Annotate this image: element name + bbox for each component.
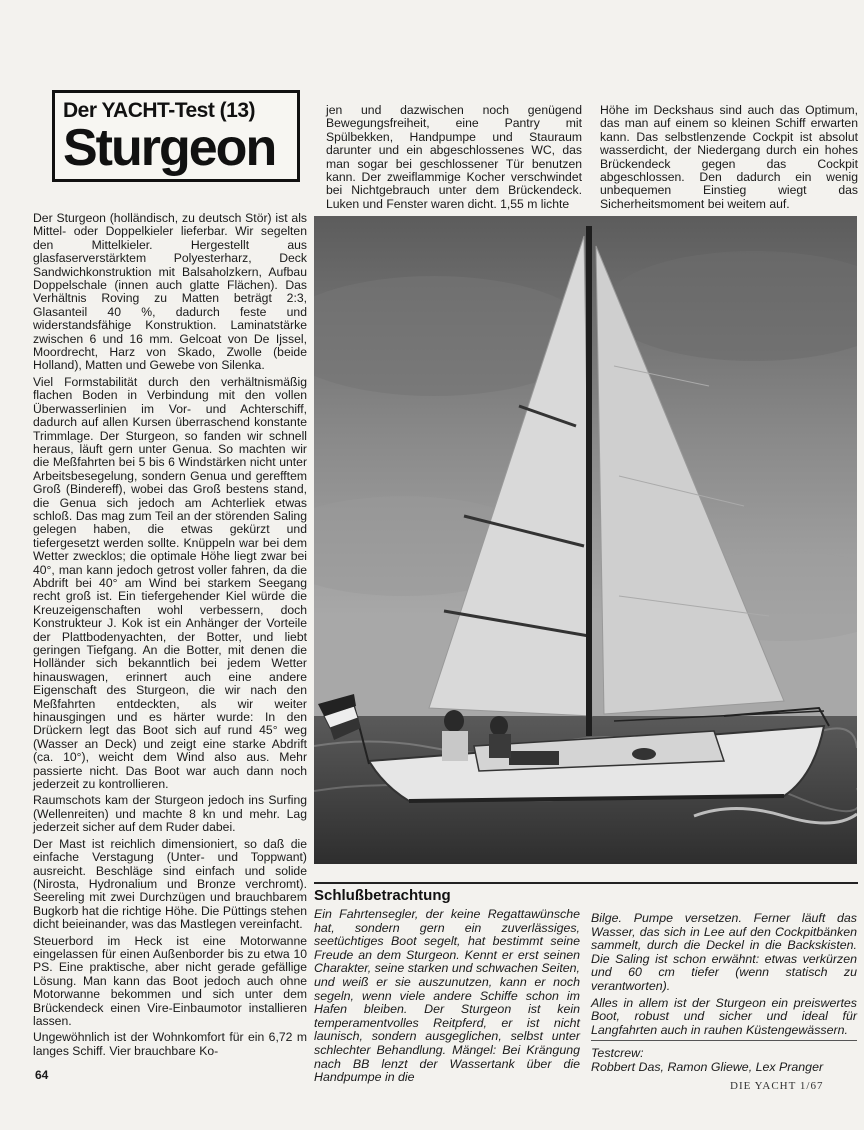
paragraph: Raumschots kam der Sturgeon jedoch ins Surfing (Wellenreiten) und machte 8 kn und mehr. Lag jederzeit sicher auf dem Ruder dabei. — [33, 793, 307, 835]
page-number: 64 — [35, 1068, 49, 1082]
paragraph: Höhe im Deckshaus sind auch das Optimum, das man auf einem so kleinen Schiff erwarten kann. Das selbstlenzende Cockpit ist absolut wasserdicht, der Niedergang durch ein hohes Brückendeck gegen das Cockpit abgeschlossen. Den dadurch ein wenig unbequemen Einstieg wiegt das Sicherheitsmoment bei weitem auf. — [600, 103, 858, 211]
conclusion-column-right — [591, 912, 857, 1040]
paragraph: Der Sturgeon (holländisch, zu deutsch Stör) ist als Mittel- oder Doppelkieler lieferbar. Wir segelten den Mittelkieler. Hergestellt aus glasfaserverstärktem Polyesterharz, Deck Sandwichkonstruktion mit Balsaholzkern, Aufbau Doppelschale (innen auch glatte Flächen). Das Verhältnis Roving zu Matten beträgt 2:3, Glasanteil 40 %, dadurch feste und widerstandsfähige Konstruktion. Laminatstärke zwischen 6 und 16 mm. Gelcoat von De Ijssel, Moordrecht, Harz von Skado, Zwolle (beide Holland), Matten und Gewebe von Silenka. — [33, 211, 307, 373]
test-crew — [591, 1046, 857, 1074]
crew-member — [444, 710, 464, 732]
column-2 — [326, 104, 582, 214]
paragraph: Ein Fahrtensegler, der keine Regattawünsche hat, sondern gern ein zuverlässiges, seetüchtiges Boot segelt, hat bestimmt seine Freude an dem Sturgeon. Kennt er erst seinen Charakter, seine starken und schwachen Seiten, und weiß er sie auszunutzen, kann er noch segeln, wenn viele andere Schiffe schon im Hafen bleiben. Der Sturgeon ist kein temperamentvolles Reitpferd, er ist nicht launisch, sondern ausgeglichen, selbst unter schlechter Behandlung. Mängel: Bei Krängung nach BB lenzt der Wassertank über die Handpumpe in die — [314, 907, 580, 1085]
sailboat-photo — [314, 216, 857, 864]
magazine-footer: DIE YACHT 1/67 — [730, 1080, 824, 1092]
crew-label: Testcrew: — [591, 1046, 644, 1060]
paragraph: Der Mast ist reichlich dimensioniert, so daß die einfache Verstagung (Unter- und Toppwant) ausreicht. Beschläge sind einfach und solide (Nirosta, Hydronalium und Bronze verchromt). Seereling mit zwei Durchzügen und brauchbarem Bugkorb hat die richtige Höhe. Die Püttings stehen dicht beieinander, was das Mastlegen vereinfacht. — [33, 836, 307, 932]
paragraph: Viel Formstabilität durch den verhältnismäßig flachen Boden in Verbindung mit den vollen Überwasserlinien im Vor- und Achterschiff, dadurch auf allen Kursen überraschend konstante Trimmlage. Der Sturgeon, so fanden wir schnell heraus, läuft gern unter Genua. So machten wir die Meßfahrten bei 5 bis 6 Windstärken nicht unter Arbeitsbesegelung, sondern Genua und gerefftem Groß (Bindereff), wobei das Groß bestens stand, die Genua sich jedoch am Achterliek etwas schloß. Das mag zum Teil an der störenden Saling gelegen haben, die etwas gekürzt und tiefergesetzt werden sollte. Knüppeln war bei dem Wetter zwecklos; die optimale Höhe liegt zwar bei 40°, man kann jedoch getrost voller fahren, da die Abdrift bei 40° am Wind bei starkem Seegang recht groß ist. Ein tiefergehender Kiel würde die Kreuzeigenschaften wohl verbessern, doch Konstrukteur J. Kok ist ein Anhänger der Vorteile der Plattbodenyachten, der Botter, und liebt geringen Tiefgang. An die Botter, mit denen die Holländer sich bekanntlich bei jedem Wetter hinauswagen, erinnert auch eine andere Eigenschaft des Sturgeon, die wir nach den Meßfahrten entdeckten, als wir weiter hinausgingen und es härter wurde: In den Drückern legt das Boot sich auf rund 45° weg (Wasser an Deck) und zeigt eine starke Abdrift (ca. 10°), weicht dem Wind also aus. Mehr passierte nicht. Das Boot war auch dann noch jederzeit zu kontrollieren. — [33, 374, 307, 792]
paragraph: Ungewöhnlich ist der Wohnkomfort für ein 6,72 m langes Schiff. Vier brauchbare Ko- — [33, 1030, 307, 1058]
column-1 — [33, 212, 307, 1061]
divider — [314, 882, 858, 884]
paragraph: Alles in allem ist der Sturgeon ein preiswertes Boot, robust und sicher und ideal für Langfahrten auch in rauhen Küstengewässern. — [591, 995, 857, 1037]
crew-names: Robbert Das, Ramon Gliewe, Lex Pranger — [591, 1060, 824, 1074]
conclusion-column-left — [314, 908, 580, 1088]
test-kicker: Der YACHT-Test (13) — [63, 99, 256, 122]
article-title: Sturgeon — [63, 119, 276, 177]
crew-member — [490, 716, 508, 736]
column-3 — [600, 104, 858, 214]
mast — [586, 226, 592, 736]
paragraph: Steuerbord im Heck ist eine Motorwanne eingelassen für einen Außenborder bis zu etwa 10 PS. Eine praktische, aber nicht gerade gefällige Lösung. Man kann das Boot jedoch auch ohne Motorwanne bekommen und sich unter dem Brückendeck einen Vire-Einbaumotor installieren lassen. — [33, 933, 307, 1028]
conclusion-heading: Schlußbetrachtung — [314, 887, 451, 904]
divider — [591, 1040, 857, 1041]
title-box — [52, 90, 300, 182]
paragraph: Bilge. Pumpe versetzen. Ferner läuft das Wasser, das sich in Lee auf den Cockpitbänken sammelt, durch die Deckel in die Backskisten. Die Saling ist schon erwähnt: etwas verkürzen und 60 cm tiefer (wenn statisch zu verantworten). — [591, 911, 857, 993]
paragraph: jen und dazwischen noch genügend Bewegungsfreiheit, eine Pantry mit Spülbekken, Handpumpe und Stauraum darunter und ein abgeschlossenes WC, das man sogar bei geschlossener Tür benutzen kann. Der zweiflammige Kocher verschwindet bei Nichtgebrauch unter dem Brückendeck. Luken und Fenster waren dicht. 1,55 m lichte — [326, 103, 582, 211]
